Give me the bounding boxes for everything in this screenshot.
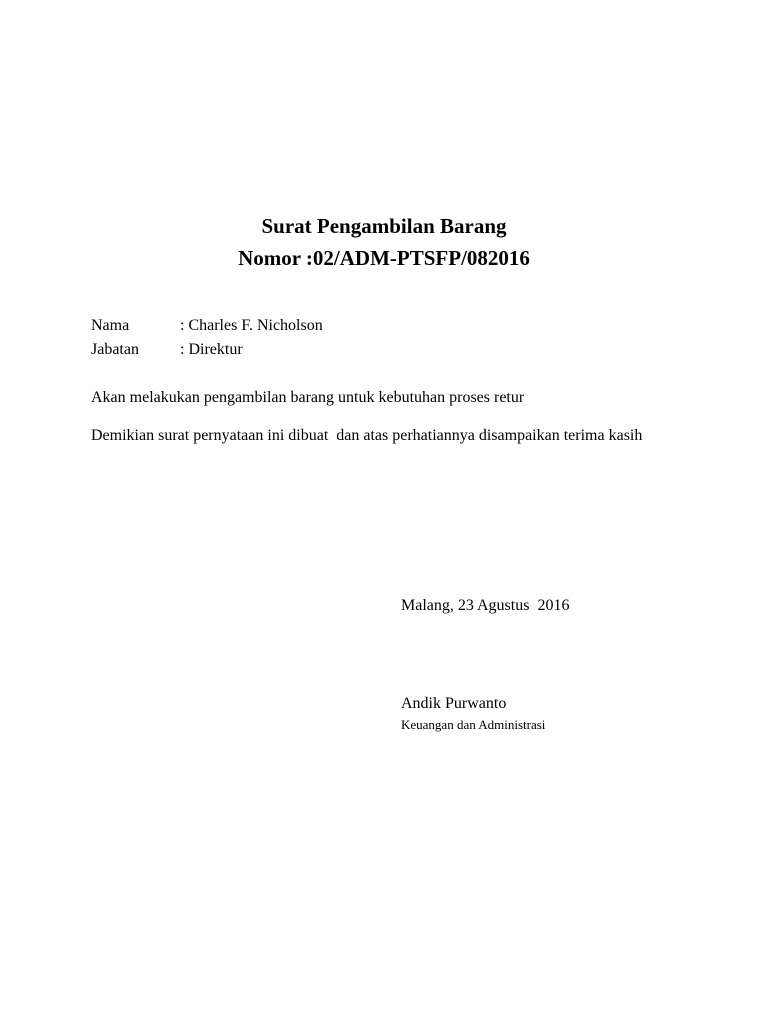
letter-title: Surat Pengambilan Barang — [261, 214, 507, 238]
field-value-jabatan: : Direktur — [180, 341, 243, 358]
letter-number: Nomor :02/ADM-PTSFP/082016 — [238, 246, 530, 270]
field-label-nama: Nama — [91, 317, 130, 334]
signatory-position: Keuangan dan Administrasi — [401, 717, 546, 732]
body-paragraph-closing: Demikian surat pernyataan ini dibuat dan atas perhatiannya disampaikan terima kasih — [91, 427, 643, 444]
field-value-nama: : Charles F. Nicholson — [180, 317, 323, 334]
signature-place-date: Malang, 23 Agustus 2016 — [401, 597, 570, 614]
signatory-name: Andik Purwanto — [401, 695, 507, 712]
field-label-jabatan: Jabatan — [91, 341, 139, 358]
field-row-jabatan — [91, 340, 243, 360]
body-paragraph-purpose: Akan melakukan pengambilan barang untuk kebutuhan proses retur — [91, 389, 525, 406]
field-row-nama — [91, 316, 323, 336]
